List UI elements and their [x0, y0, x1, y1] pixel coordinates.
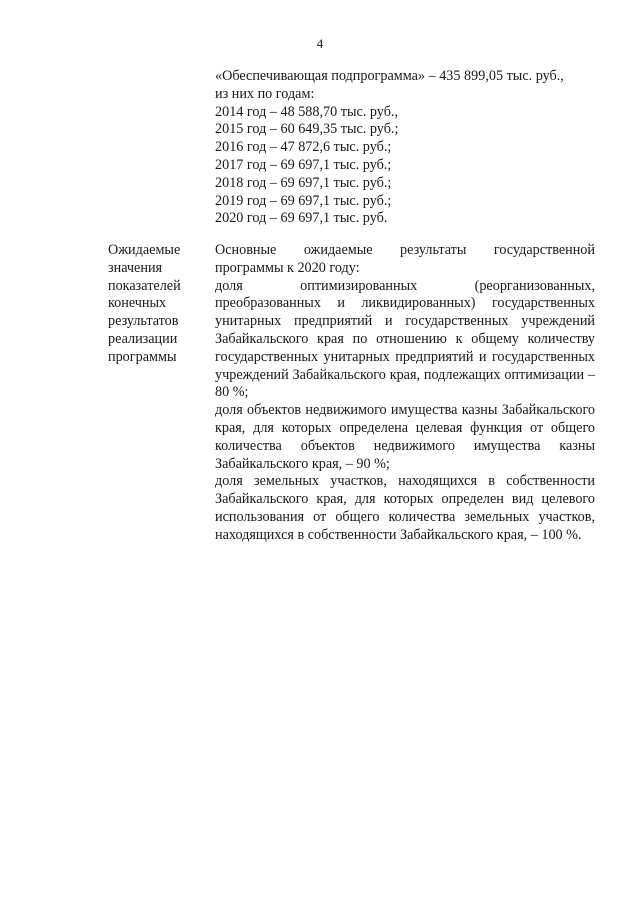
funding-year-line: 2014 год – 48 588,70 тыс. руб.,	[215, 103, 399, 120]
funding-year-line: 2015 год – 60 649,35 тыс. руб.;	[215, 121, 399, 138]
result-paragraph: доля объектов недвижимого имущества казны Забайкальского края, для которых определена целевая функция от общего количества объектов недвижимого имущества казны Забайкальского края, – 90 %;	[215, 402, 595, 472]
result-paragraph: доля оптимизированных (реорганизованных, преобразованных и ликвидированных) государственных унитарных предприятий и государственных учреждений Забайкальского края по отношению к общему количеству государственных унитарных предприятий и государственных учреждений Забайкальского края, подлежащих оптимизации – 80 %;	[215, 277, 595, 401]
expected-results-intro: Основные ожидаемые результаты государственной программы к 2020 году:	[215, 242, 595, 276]
funding-year-line: 2020 год – 69 697,1 тыс. руб.	[215, 210, 388, 227]
label-line: конечных	[108, 295, 167, 312]
expected-results-label	[108, 242, 208, 367]
funding-year-line: 2017 год – 69 697,1 тыс. руб.;	[215, 156, 392, 173]
funding-years-intro: из них по годам:	[215, 85, 315, 102]
label-line: программы	[108, 348, 177, 365]
result-paragraph: доля земельных участков, находящихся в собственности Забайкальского края, для которых определен вид целевого использования от общего количества земельных участков, находящихся в собственности Забайкальского края, – 100 %.	[215, 473, 595, 543]
label-line: результатов	[108, 313, 179, 330]
expected-results-body	[215, 242, 595, 545]
funding-year-line: 2018 год – 69 697,1 тыс. руб.;	[215, 174, 392, 191]
label-line: Ожидаемые	[108, 242, 181, 258]
funding-year-line: 2019 год – 69 697,1 тыс. руб.;	[215, 192, 392, 209]
funding-total-line: «Обеспечивающая подпрограмма» – 435 899,05 тыс. руб.,	[215, 68, 564, 84]
label-line: реализации	[108, 330, 178, 347]
funding-breakdown	[215, 68, 595, 228]
label-line: показателей	[108, 277, 181, 294]
funding-year-line: 2016 год – 47 872,6 тыс. руб.;	[215, 139, 392, 156]
label-line: значения	[108, 259, 163, 276]
page-number: 4	[316, 36, 324, 51]
